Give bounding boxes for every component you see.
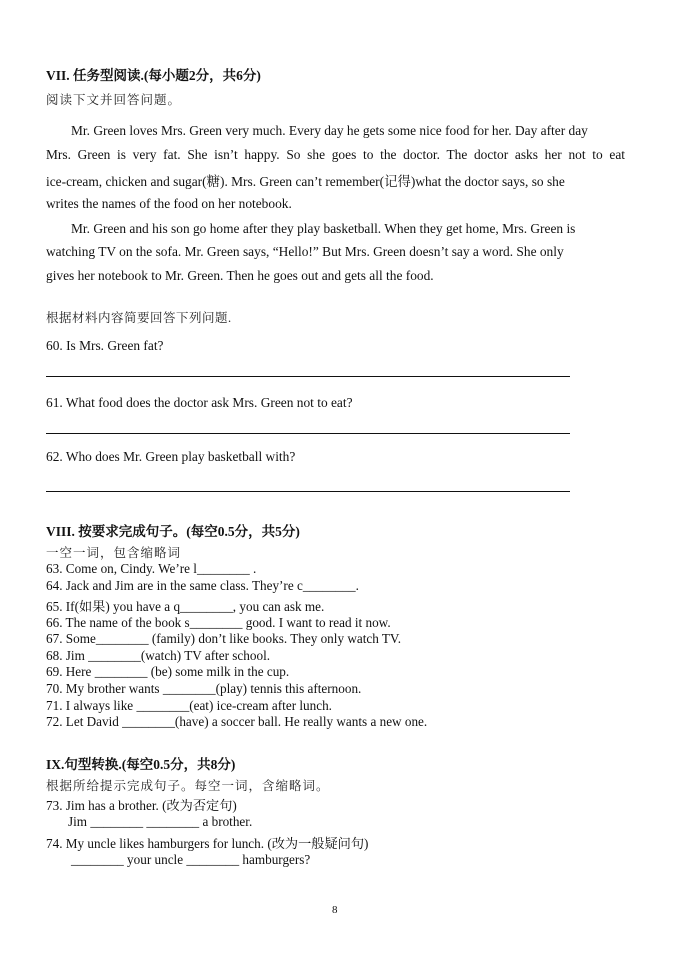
page-number: 8 (332, 904, 338, 916)
section-8-heading: VIII. 按要求完成句子。(每空0.5分，共5分) (46, 524, 300, 539)
section-9-instruction: 根据所给提示完成句子。每空一词，含缩略词。 (46, 779, 330, 793)
exercise-item: 63. Come on, Cindy. We’re l________ . (46, 561, 257, 576)
exercise-item: 72. Let David ________(have) a soccer ball. He really wants a new one. (46, 714, 428, 729)
answer-line-60 (46, 376, 570, 377)
section-7-instruction: 阅读下文并回答问题。 (46, 93, 182, 107)
passage-line: gives her notebook to Mr. Green. Then he goes out and gets all the food. (46, 268, 434, 283)
exercise-answer-template: Jim ________ ________ a brother. (68, 814, 253, 829)
passage-line: Mr. Green and his son go home after they play basketball. When they get home, Mrs. Green is (71, 221, 576, 236)
exercise-item: 71. I always like ________(eat) ice-cream after lunch. (46, 698, 332, 713)
section-9-heading: IX.句型转换.(每空0.5分，共8分) (46, 757, 236, 772)
exercise-item: 66. The name of the book s________ good. I want to read it now. (46, 615, 391, 630)
answer-line-62 (46, 491, 570, 492)
exercise-item: 68. Jim ________(watch) TV after school. (46, 648, 271, 663)
section-7-heading: VII. 任务型阅读.(每小题2分，共6分) (46, 68, 261, 83)
passage-line: watching TV on the sofa. Mr. Green says, “Hello!” But Mrs. Green doesn’t say a word. She only (46, 244, 564, 259)
exercise-item: 64. Jack and Jim are in the same class. They’re c________. (46, 578, 359, 593)
exercise-item: 67. Some________ (family) don’t like books. They only watch TV. (46, 631, 402, 646)
exercise-item: 74. My uncle likes hamburgers for lunch. (改为一般疑问句) (46, 836, 369, 851)
question-60: 60. Is Mrs. Green fat? (46, 338, 164, 353)
passage-line: Mrs. Green is very fat. She isn’t happy. So she goes to the doctor. The doctor asks her not to eat (46, 147, 625, 162)
answer-line-61 (46, 433, 570, 434)
exercise-item: 70. My brother wants ________(play) tennis this afternoon. (46, 681, 362, 696)
passage-line: writes the names of the food on her notebook. (46, 196, 292, 211)
exercise-item: 69. Here ________ (be) some milk in the cup. (46, 664, 290, 679)
exercise-item: 73. Jim has a brother. (改为否定句) (46, 798, 237, 813)
passage-line: ice-cream, chicken and sugar(糖). Mrs. Green can’t remember(记得)what the doctor says, so she (46, 174, 565, 189)
section-8-instruction: 一空一词，包含缩略词 (46, 546, 182, 560)
exercise-answer-template: ________ your uncle ________ hamburgers? (71, 852, 311, 867)
question-61: 61. What food does the doctor ask Mrs. Green not to eat? (46, 395, 353, 410)
answer-instruction: 根据材料内容简要回答下列问题. (46, 311, 232, 325)
question-62: 62. Who does Mr. Green play basketball with? (46, 449, 296, 464)
passage-line: Mr. Green loves Mrs. Green very much. Every day he gets some nice food for her. Day after day (71, 123, 588, 138)
exercise-item: 65. If(如果) you have a q________, you can ask me. (46, 599, 325, 614)
